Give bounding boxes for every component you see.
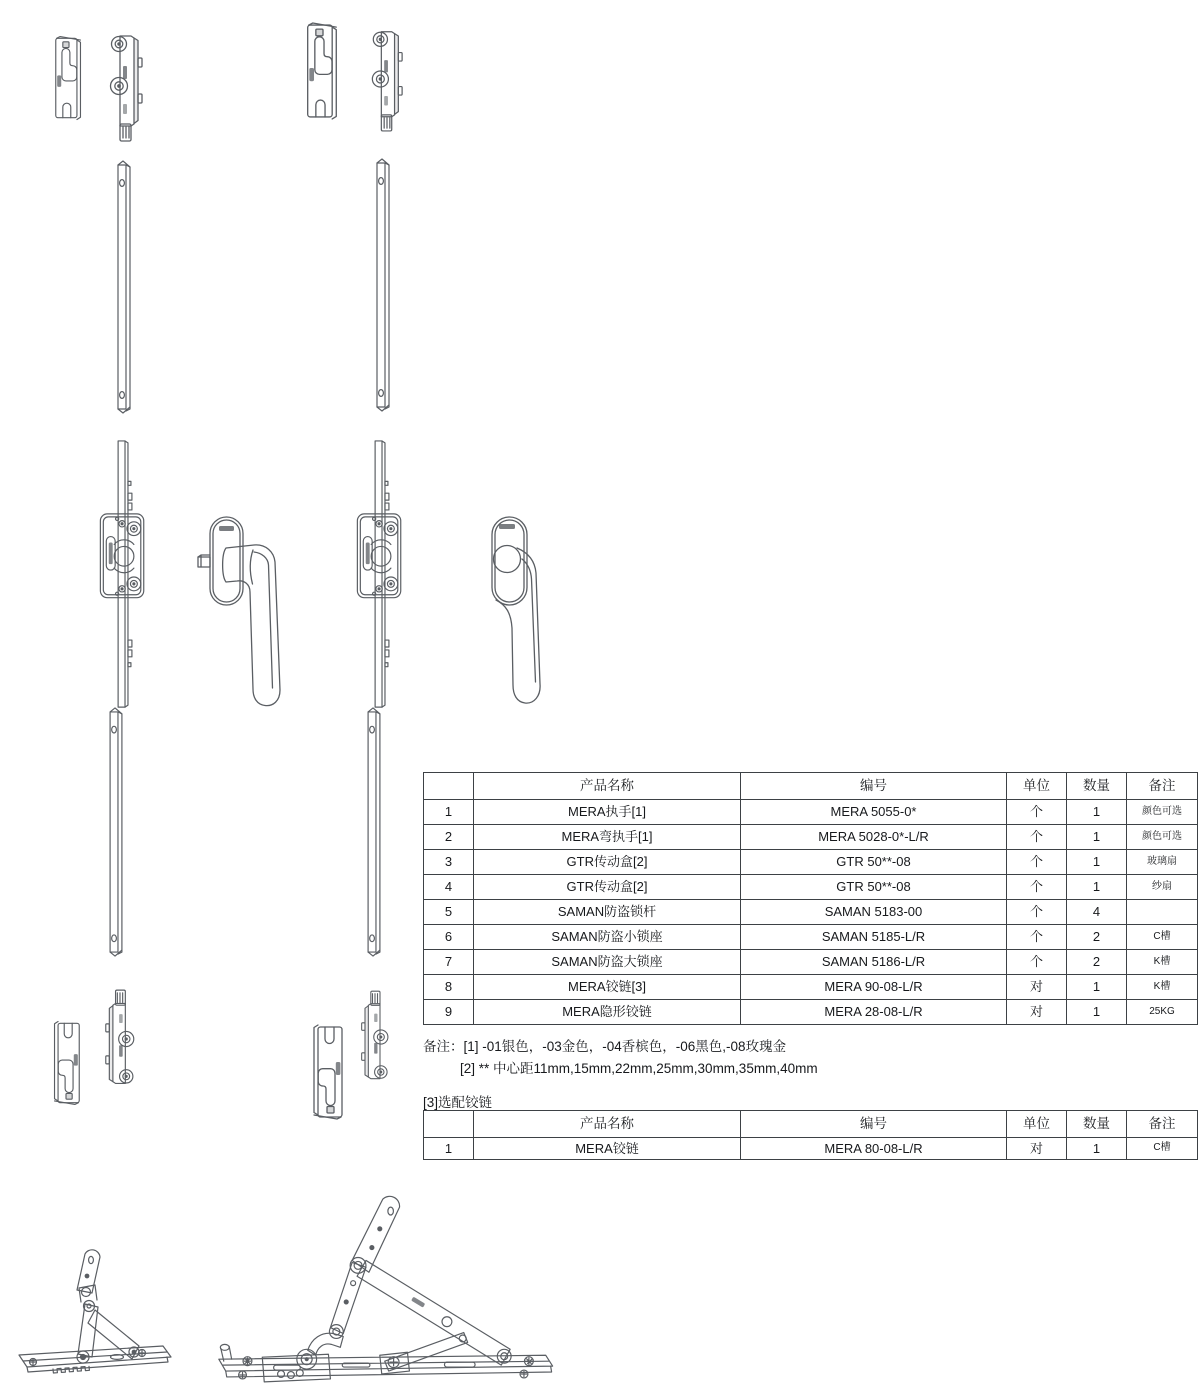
table-cell: 个 [1007,875,1067,900]
column-header [424,1111,474,1138]
gearbox-assembly-drawing-2 [355,438,411,714]
table-cell: 对 [1007,975,1067,1000]
note-line-2 [423,1058,1183,1080]
table-cell: MERA 80-08-L/R [741,1138,1007,1160]
table-row [424,1138,1198,1160]
note-item-1: [1] -01银色，-03金色，-04香槟色，-06黑色,-08玫瑰金 [463,1039,787,1054]
table-cell: 3 [424,850,474,875]
table-cell: 颜色可选 [1127,825,1198,850]
table-cell: SAMAN防盗锁杆 [474,900,741,925]
table-cell: 个 [1007,850,1067,875]
table-cell: 玻璃扇 [1127,850,1198,875]
table-cell: GTR传动盒[2] [474,875,741,900]
table-cell: 纱扇 [1127,875,1198,900]
main-parts-table [423,772,1198,1025]
table-cell: MERA 28-08-L/R [741,1000,1007,1025]
table-cell: MERA隐形铰链 [474,1000,741,1025]
striker-bar-drawing-2 [370,26,404,132]
table-cell: MERA执手[1] [474,800,741,825]
table-cell: 1 [1067,1000,1127,1025]
table-cell: 对 [1007,1138,1067,1160]
column-header: 备注 [1127,773,1198,800]
table-cell: 25KG [1127,1000,1198,1025]
note-line-1 [423,1036,1183,1058]
table-cell: 5 [424,900,474,925]
table-row [424,975,1198,1000]
table-row [424,825,1198,850]
table-cell: 1 [424,1138,474,1160]
note-label: 备注： [423,1039,464,1054]
column-header: 编号 [741,1111,1007,1138]
table-cell: SAMAN 5183-00 [741,900,1007,925]
table-cell: 1 [424,800,474,825]
table-cell: MERA 5028-0*-L/R [741,825,1007,850]
table-cell [1127,900,1198,925]
note-item-2: [2] ** 中心距11mm,15mm,22mm,25mm,30mm,35mm,40mm [460,1061,818,1076]
table-cell: 个 [1007,950,1067,975]
table-header-row [424,1111,1198,1138]
table-row [424,875,1198,900]
table-cell: 7 [424,950,474,975]
optional-hinge-title: [3]选配铰链 [423,1095,493,1110]
table-cell: SAMAN 5185-L/R [741,925,1007,950]
lock-rod-drawing-2 [373,156,393,414]
table-cell: 1 [1067,875,1127,900]
table-cell: 1 [1067,800,1127,825]
table-cell: SAMAN防盗小锁座 [474,925,741,950]
column-header: 编号 [741,773,1007,800]
table-header-row [424,773,1198,800]
keeper-plate-drawing-1 [54,34,84,122]
column-header [424,773,474,800]
table-row [424,950,1198,975]
window-handle-straight-drawing [196,512,286,712]
column-header: 备注 [1127,1111,1198,1138]
table-cell: MERA 5055-0* [741,800,1007,825]
column-header: 产品名称 [474,773,741,800]
table-cell: SAMAN 5186-L/R [741,950,1007,975]
friction-hinge-small-drawing [15,1240,180,1395]
striker-bar-drawing-1 [108,30,144,142]
table-row [424,850,1198,875]
striker-bar-drawing-4 [360,985,390,1089]
table-cell: 1 [1067,825,1127,850]
window-handle-curved-drawing [488,512,550,712]
striker-bar-drawing-3 [104,986,136,1092]
keeper-plate-drawing-2 [305,22,341,120]
table-cell: C槽 [1127,925,1198,950]
table-cell: 9 [424,1000,474,1025]
table-cell: GTR 50**-08 [741,875,1007,900]
table-cell: 1 [1067,1138,1127,1160]
optional-hinge-table [423,1110,1198,1160]
table-cell: 2 [424,825,474,850]
table-row [424,900,1198,925]
table-cell: 个 [1007,900,1067,925]
table-cell: C槽 [1127,1138,1198,1160]
column-header: 单位 [1007,773,1067,800]
table-cell: 个 [1007,800,1067,825]
table-row [424,800,1198,825]
notes-block [423,1036,1183,1080]
table-cell: 8 [424,975,474,1000]
table-cell: SAMAN防盗大锁座 [474,950,741,975]
table-row [424,925,1198,950]
table-row [424,1000,1198,1025]
column-header: 单位 [1007,1111,1067,1138]
table-cell: 颜色可选 [1127,800,1198,825]
table-cell: GTR 50**-08 [741,850,1007,875]
table-cell: 1 [1067,975,1127,1000]
gearbox-assembly-drawing-1 [98,438,154,714]
lock-rod-drawing-3 [106,706,126,958]
table-cell: K槽 [1127,975,1198,1000]
table-cell: MERA 90-08-L/R [741,975,1007,1000]
table-cell: 个 [1007,825,1067,850]
table-cell: MERA铰链[3] [474,975,741,1000]
table-cell: 4 [424,875,474,900]
table-cell: 4 [1067,900,1127,925]
table-cell: 1 [1067,850,1127,875]
table-cell: GTR传动盒[2] [474,850,741,875]
table-cell: 对 [1007,1000,1067,1025]
table-cell: 6 [424,925,474,950]
table-cell: K槽 [1127,950,1198,975]
column-header: 产品名称 [474,1111,741,1138]
column-header: 数量 [1067,1111,1127,1138]
column-header: 数量 [1067,773,1127,800]
table-cell: MERA弯执手[1] [474,825,741,850]
lock-rod-drawing-1 [114,158,134,416]
table-cell: 个 [1007,925,1067,950]
keeper-plate-drawing-4 [306,1024,348,1120]
friction-hinge-large-drawing [205,1190,600,1400]
keeper-plate-drawing-3 [51,1018,81,1108]
table-cell: 2 [1067,925,1127,950]
table-cell: 2 [1067,950,1127,975]
lock-rod-drawing-4 [364,706,384,958]
table-cell: MERA铰链 [474,1138,741,1160]
